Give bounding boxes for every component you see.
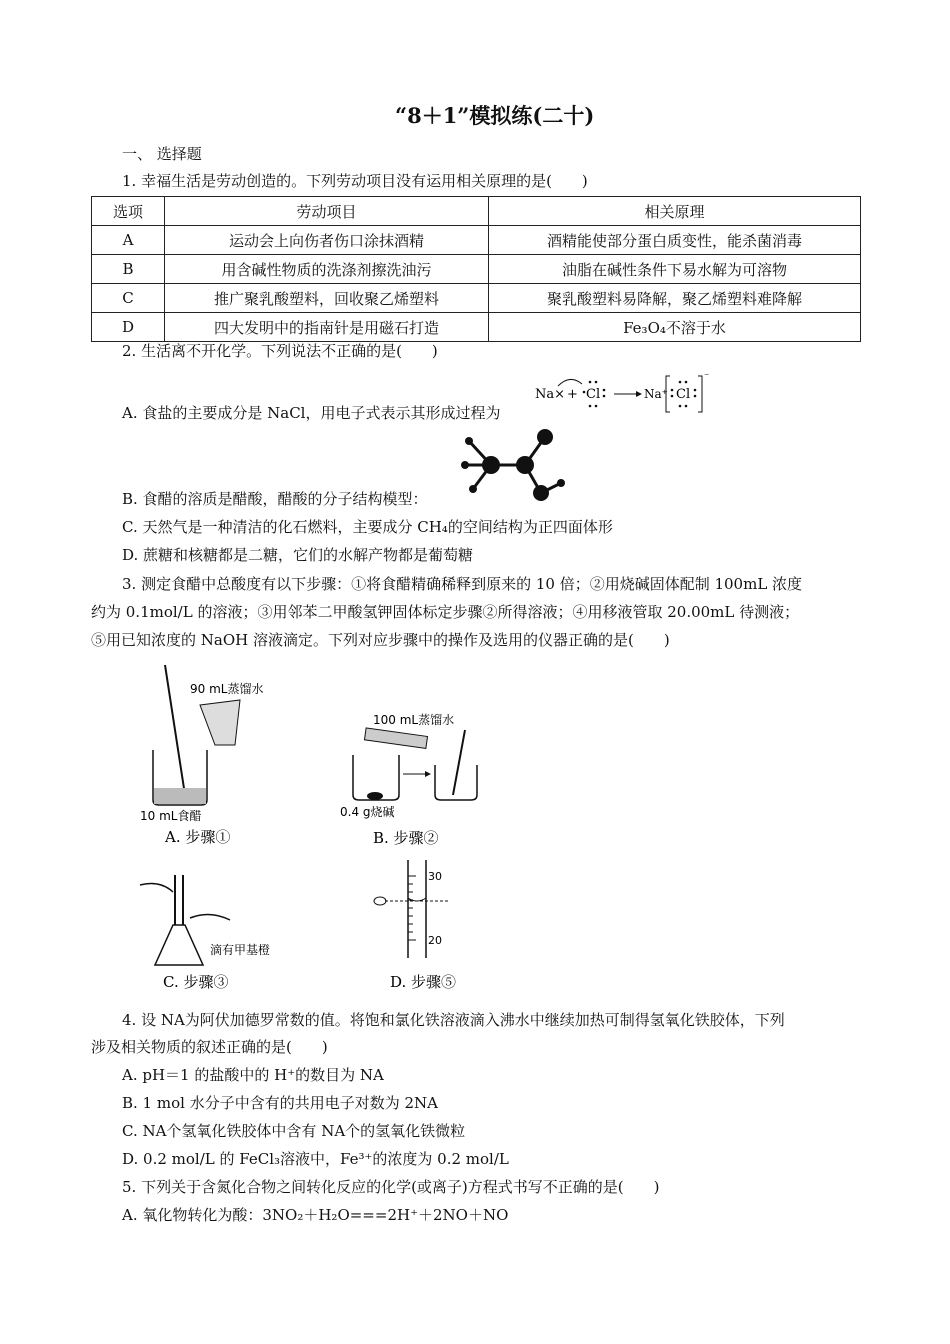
q1-table <box>91 196 861 342</box>
right-bracket-icon <box>698 376 702 412</box>
q4-line-1: 4. 设 NA为阿伏加德罗常数的值。将饱和氯化铁溶液滴入沸水中继续加热可制得氢氧化铁胶体，下列 <box>122 1011 785 1029</box>
table-cell: B <box>92 255 165 284</box>
ion-charge: ⁻ <box>704 372 710 383</box>
table-header-row <box>92 197 861 226</box>
table-cell: D <box>92 313 165 342</box>
q5-stem: 5. 下列关于含氮化合物之间转化反应的化学(或离子)方程式书写不正确的是( ) <box>122 1178 660 1196</box>
table-cell: 用含碱性物质的洗涤剂擦洗油污 <box>165 255 489 284</box>
q3-line-2: 约为 0.1mol/L 的溶液；③用邻苯二甲酸氢钾固体标定步骤②所得溶液；④用移液管取 20.00mL 待测液； <box>91 603 800 621</box>
q4-option-c: C. NA个氢氧化铁胶体中含有 NA个的氢氧化铁微粒 <box>122 1122 466 1140</box>
sodium-hydroxide-icon <box>367 792 383 800</box>
table-cell: 油脂在碱性条件下易水解为可溶物 <box>489 255 861 284</box>
fig-c-caption: C. 步骤③ <box>163 973 229 991</box>
table-row <box>92 284 861 313</box>
electron-arrow-icon <box>558 379 582 386</box>
q1-stem: 1. 幸福生活是劳动创造的。下列劳动项目没有运用相关原理的是( ) <box>122 172 588 190</box>
table-cell: 四大发明中的指南针是用磁石打造 <box>165 313 489 342</box>
fig-a-label-top: 90 mL蒸馏水 <box>190 682 264 696</box>
table-cell: 酒精能使部分蛋白质变性，能杀菌消毒 <box>489 226 861 255</box>
step-arrow-head-icon <box>425 771 431 777</box>
stirring-rod-icon <box>453 730 465 795</box>
conical-flask-icon <box>155 925 203 965</box>
table-cell: 运动会上向伤者伤口涂抹酒精 <box>165 226 489 255</box>
table-row <box>92 255 861 284</box>
figure-c-titration <box>135 870 295 995</box>
q3-line-1: 3. 测定食醋中总酸度有以下步骤：①将食醋精确稀释到原来的 10 倍；②用烧碱固体配制 100mL 浓度 <box>122 575 803 593</box>
q4-option-a: A. pH＝1 的盐酸中的 H⁺的数目为 NA <box>122 1066 384 1084</box>
left-hand-icon <box>140 884 173 892</box>
acetic-acid-model-icon <box>455 425 570 505</box>
q2-option-a: A. 食盐的主要成分是 NaCl，用电子式表示其形成过程为 <box>122 404 501 422</box>
eye-icon <box>374 897 386 905</box>
table-row <box>92 313 861 342</box>
arrow-head-icon <box>636 391 642 397</box>
figure-b-prepare-solution <box>335 710 485 850</box>
pouring-beaker-icon <box>200 700 240 745</box>
q2-option-b: B. 食醋的溶质是醋酸，醋酸的分子结构模型： <box>122 490 428 508</box>
figure-a-dilution <box>135 660 285 850</box>
table-row <box>92 226 861 255</box>
na-atom: Na× <box>535 387 566 402</box>
fig-b-caption: B. 步骤② <box>373 829 439 847</box>
q5-option-a: A. 氧化物转化为酸：3NO₂＋H₂O===2H⁺＋2NO＋NO <box>122 1206 509 1224</box>
q2-option-c: C. 天然气是一种清洁的化石燃料，主要成分 CH₄的空间结构为正四面体形 <box>122 518 613 536</box>
q4-option-b: B. 1 mol 水分子中含有的共用电子对数为 2NA <box>122 1094 438 1112</box>
table-cell: Fe₃O₄不溶于水 <box>489 313 861 342</box>
fig-b-label-top: 100 mL蒸馏水 <box>373 713 455 727</box>
header-cell: 选项 <box>92 197 165 226</box>
q3-line-3: ⑤用已知浓度的 NaOH 溶液滴定。下列对应步骤中的操作及选用的仪器正确的是( ) <box>91 631 670 649</box>
tick-label-bottom: 20 <box>428 934 442 947</box>
q2-option-d: D. 蔗糖和核糖都是二糖，它们的水解产物都是葡萄糖 <box>122 546 474 564</box>
right-hand-icon <box>190 914 230 920</box>
cl-atom: Cl <box>586 387 601 402</box>
figure-d-burette-reading <box>360 858 490 995</box>
section-heading: 一、 选择题 <box>122 145 202 163</box>
table-cell: A <box>92 226 165 255</box>
plus-sign: + <box>567 387 578 402</box>
fig-a-caption: A. 步骤① <box>165 828 231 846</box>
vinegar-liquid-icon <box>154 788 206 804</box>
q4-option-d: D. 0.2 mol/L 的 FeCl₃溶液中，Fe³⁺的浓度为 0.2 mol/L <box>122 1150 509 1168</box>
header-cell: 相关原理 <box>489 197 861 226</box>
fig-b-label-bottom: 0.4 g烧碱 <box>340 805 395 819</box>
cl-ion: Cl <box>676 387 691 402</box>
nacl-electron-formula <box>530 368 715 418</box>
table-cell: 聚乳酸塑料易降解，聚乙烯塑料难降解 <box>489 284 861 313</box>
na-ion: Na⁺ <box>644 387 668 401</box>
header-cell: 劳动项目 <box>165 197 489 226</box>
fig-c-label: 滴有甲基橙 <box>210 943 271 957</box>
burette-ticks-icon <box>408 876 416 940</box>
fig-d-caption: D. 步骤⑤ <box>390 973 457 991</box>
q4-line-2: 涉及相关物质的叙述正确的是( ) <box>91 1038 328 1056</box>
fig-a-label-bottom: 10 mL食醋 <box>140 809 202 823</box>
glass-rod-icon <box>165 665 185 795</box>
page-title: “8＋1”模拟练(二十) <box>395 103 595 128</box>
tick-label-top: 30 <box>428 870 442 883</box>
table-cell: 推广聚乳酸塑料，回收聚乙烯塑料 <box>165 284 489 313</box>
graduated-cylinder-icon <box>364 728 427 749</box>
q2-stem: 2. 生活离不开化学。下列说法不正确的是( ) <box>122 342 438 360</box>
table-cell: C <box>92 284 165 313</box>
